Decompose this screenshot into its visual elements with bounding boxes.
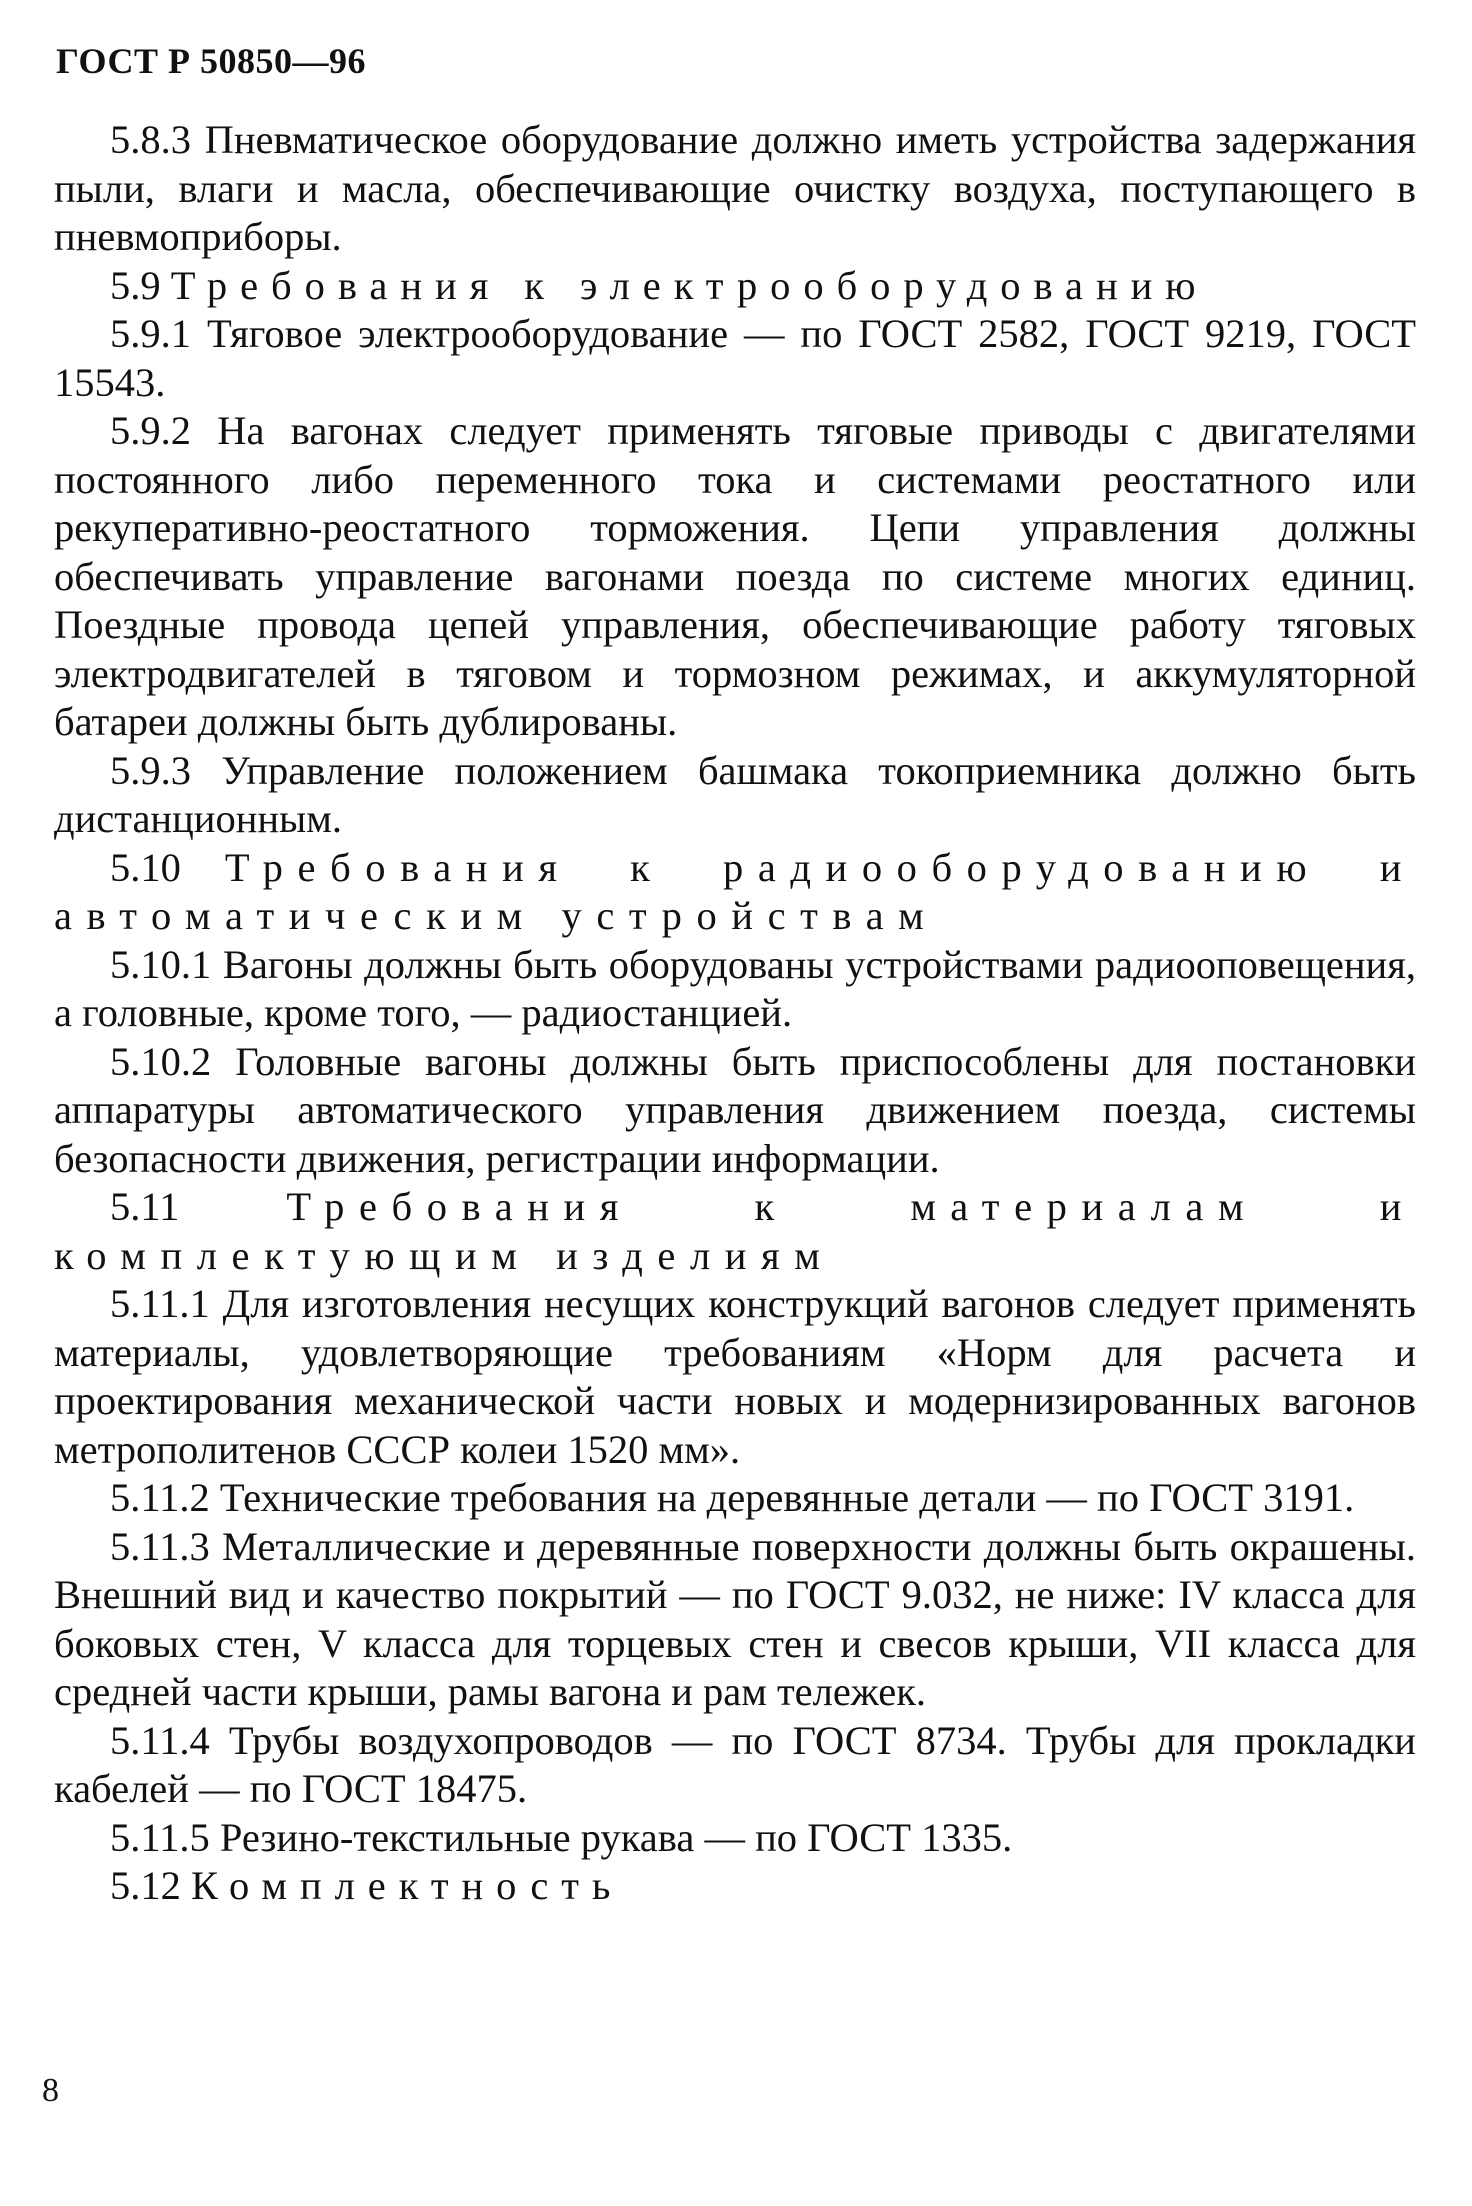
paragraph-5-9-3: 5.9.3 Управление положением башмака токоприемника должно быть дистанционным.: [54, 747, 1416, 841]
paragraph-5-10-1: 5.10.1 Вагоны должны быть оборудованы устройствами радиооповещения, а головные, кроме того, — радиостанцией.: [54, 941, 1416, 1035]
paragraph-5-11-4: 5.11.4 Трубы воздухопроводов — по ГОСТ 8734. Трубы для прокладки кабелей — по ГОСТ 18475.: [54, 1717, 1416, 1811]
paragraph-5-11-3: 5.11.3 Металлические и деревянные поверхности должны быть окрашены. Внешний вид и качество покрытий — по ГОСТ 9.032, не ниже: IV класса для боковых стен, V класса для торцевых стен и свесов крыши, VII класса для средней части крыши, рамы вагона и рам тележек.: [54, 1523, 1416, 1714]
paragraph-5-8-3: 5.8.3 Пневматическое оборудование должно иметь устройства задержания пыли, влаги и масла, обеспечивающие очистку воздуха, поступающего в пневмоприборы.: [54, 117, 1416, 259]
paragraph-5-11-5: 5.11.5 Резино-текстильные рукава — по ГОСТ 1335.: [110, 1814, 1013, 1860]
document-body: [54, 116, 1416, 1911]
section-heading-5-10: [54, 844, 1416, 941]
section-title: Требования к электрооборудованию: [170, 262, 1209, 308]
paragraph-5-9-1: 5.9.1 Тяговое электрооборудование — по ГОСТ 2582, ГОСТ 9219, ГОСТ 15543.: [54, 311, 1416, 405]
section-title: Требования к материалам и комплектующим изделиям: [54, 1184, 1416, 1278]
section-number: 5.12: [110, 1863, 181, 1908]
section-heading-5-9: [54, 262, 1416, 311]
section-title: Требования к радиооборудованию и автоматическим устройствам: [54, 844, 1417, 938]
section-number: 5.10: [110, 844, 181, 890]
section-number: 5.9: [110, 262, 161, 308]
paragraph-5-9-2: 5.9.2 На вагонах следует применять тяговые приводы с двигателями постоянного либо переменного тока и системами реостатного или рекуперативно-реостатного торможения. Цепи управления должны обеспечивать управление вагонами поезда по системе многих единиц. Поездные провода цепей управления, обеспечивающие работу тяговых электродвигателей в тяговом и тормозном режимах, и аккумуляторной батареи должны быть дублированы.: [54, 408, 1416, 744]
paragraph-5-11-1: 5.11.1 Для изготовления несущих конструкций вагонов следует применять материалы, удовлетворяющие требованиям «Норм для расчета и проектирования механической части новых и модернизированных вагонов метрополитенов СССР колеи 1520 мм».: [54, 1281, 1416, 1472]
paragraph-5-10-2: 5.10.2 Головные вагоны должны быть приспособлены для постановки аппаратуры автоматического управления движением поезда, системы безопасности движения, регистрации информации.: [54, 1038, 1416, 1181]
section-heading-5-12: [54, 1862, 1416, 1911]
paragraph-5-11-2: 5.11.2 Технические требования на деревянные детали — по ГОСТ 3191.: [110, 1475, 1355, 1520]
page-number: 8: [42, 2072, 59, 2109]
section-title: Комплектность: [191, 1863, 624, 1908]
standard-code-header: ГОСТ Р 50850—96: [56, 41, 366, 81]
section-heading-5-11: [54, 1183, 1416, 1280]
section-number: 5.11: [110, 1184, 180, 1229]
